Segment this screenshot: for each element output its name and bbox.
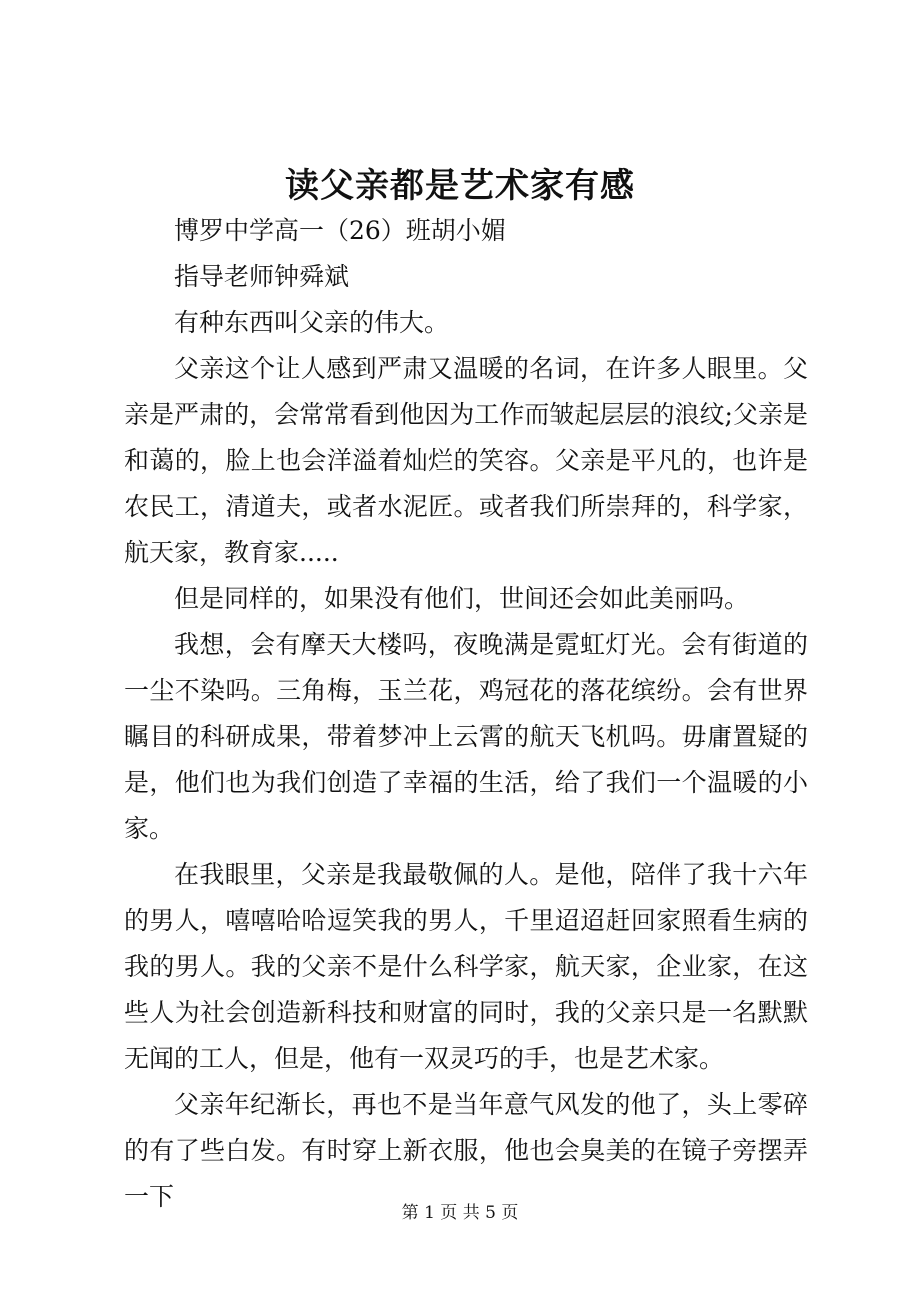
author-line: 博罗中学高一（26）班胡小媚 xyxy=(174,216,506,245)
teacher-line: 指导老师钟舜斌 xyxy=(174,262,350,291)
paragraph: 我想，会有摩天大楼吗，夜晚满是霓虹灯光。会有街道的一尘不染吗。三角梅，玉兰花，鸡冠花的落花缤纷。会有世界瞩目的科研成果，带着梦冲上云霄的航天飞机吗。毋庸置疑的是，他们也为我们创造了幸福的生活，给了我们一个温暖的小家。 xyxy=(124,630,808,843)
document-title: 读父亲都是艺术家有感 xyxy=(285,166,635,206)
paragraph: 但是同样的，如果没有他们，世间还会如此美丽吗。 xyxy=(174,584,750,613)
document-body xyxy=(124,208,808,1220)
paragraph: 有种东西叫父亲的伟大。 xyxy=(174,308,450,337)
page-footer: 第 1 页 共 5 页 xyxy=(401,1203,519,1223)
paragraph: 在我眼里，父亲是我最敬佩的人。是他，陪伴了我十六年的男人，嘻嘻哈哈逗笑我的男人，千里迢迢赶回家照看生病的我的男人。我的父亲不是什么科学家，航天家，企业家，在这些人为社会创造新科技和财富的同时，我的父亲只是一名默默无闻的工人，但是，他有一双灵巧的手，也是艺术家。 xyxy=(124,860,808,1073)
paragraph: 父亲年纪渐长，再也不是当年意气风发的他了，头上零碎的有了些白发。有时穿上新衣服，他也会臭美的在镜子旁摆弄一下 xyxy=(124,1090,808,1211)
paragraph: 父亲这个让人感到严肃又温暖的名词，在许多人眼里。父亲是严肃的，会常常看到他因为工作而皱起层层的浪纹;父亲是和蔼的，脸上也会洋溢着灿烂的笑容。父亲是平凡的，也许是农民工，清道夫，或者水泥匠。或者我们所崇拜的，科学家，航天家，教育家..... xyxy=(124,354,808,567)
